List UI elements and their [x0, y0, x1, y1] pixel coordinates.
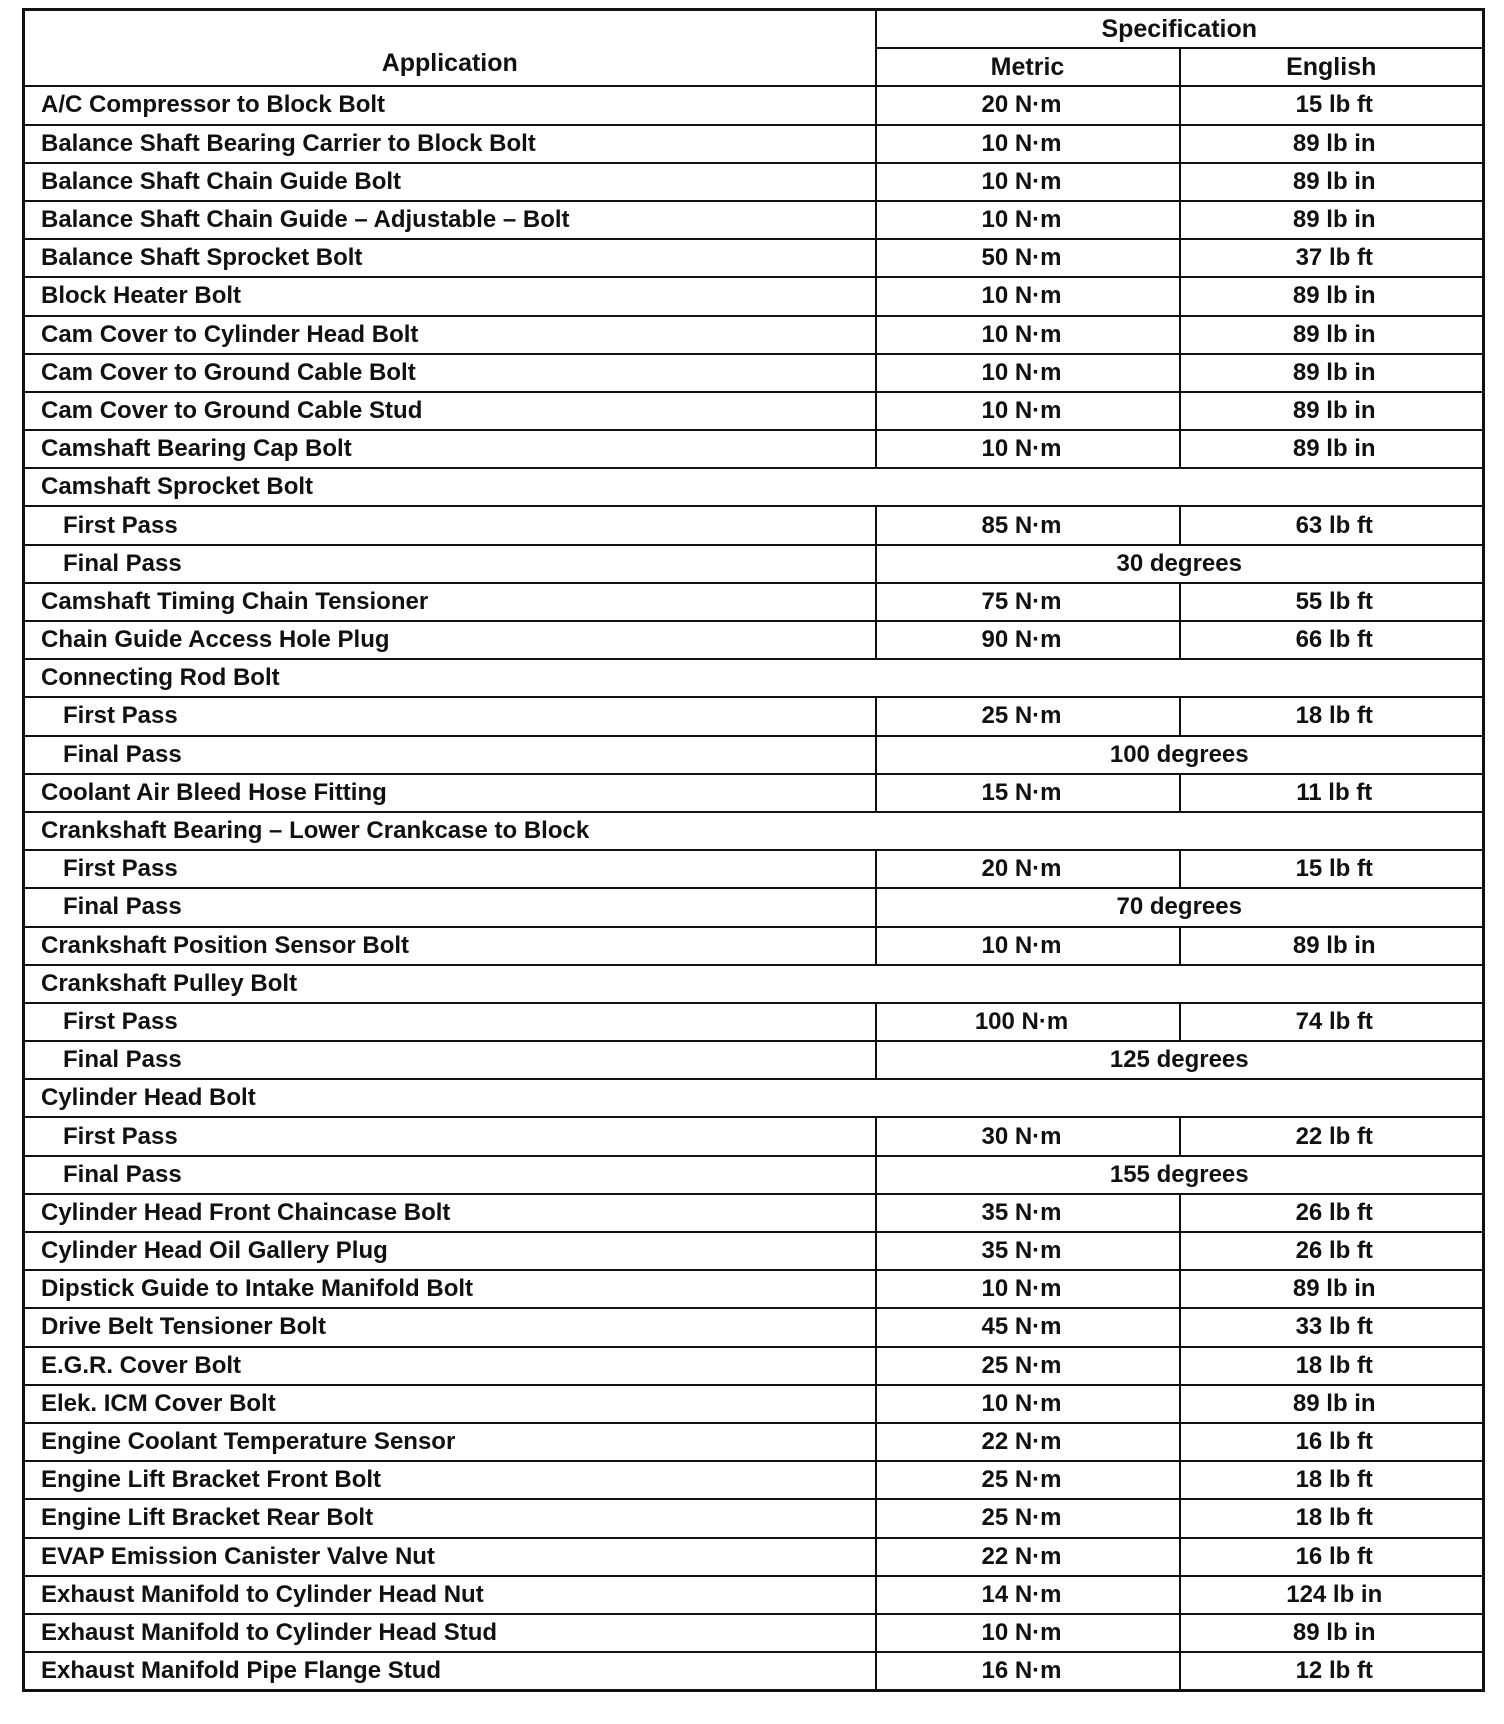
- table-row: [24, 774, 1484, 812]
- english-cell: 89 lb in: [1180, 201, 1484, 239]
- table-row: [24, 1156, 1484, 1194]
- table-row: [24, 163, 1484, 201]
- torque-spec-table: [22, 8, 1485, 1692]
- metric-cell: 10 N·m: [876, 354, 1180, 392]
- application-cell: Drive Belt Tensioner Bolt: [24, 1308, 876, 1346]
- table-row: [24, 1232, 1484, 1270]
- metric-header: Metric: [876, 48, 1180, 86]
- english-cell: 124 lb in: [1180, 1576, 1484, 1614]
- metric-cell: 22 N·m: [876, 1423, 1180, 1461]
- application-cell: Chain Guide Access Hole Plug: [24, 621, 876, 659]
- angle-spec-cell: 70 degrees: [876, 888, 1484, 926]
- table-row: [24, 125, 1484, 163]
- table-row: [24, 392, 1484, 430]
- application-cell: Cylinder Head Front Chaincase Bolt: [24, 1194, 876, 1232]
- english-cell: 16 lb ft: [1180, 1538, 1484, 1576]
- table-row: [24, 1385, 1484, 1423]
- metric-cell: 10 N·m: [876, 927, 1180, 965]
- english-cell: 18 lb ft: [1180, 1347, 1484, 1385]
- table-row: [24, 965, 1484, 1003]
- application-cell: EVAP Emission Canister Valve Nut: [24, 1538, 876, 1576]
- table-row: [24, 1270, 1484, 1308]
- table-row: [24, 1003, 1484, 1041]
- application-header: Application: [24, 10, 876, 87]
- table-row: [24, 1538, 1484, 1576]
- table-row: [24, 430, 1484, 468]
- application-cell: Exhaust Manifold Pipe Flange Stud: [24, 1652, 876, 1691]
- metric-cell: 25 N·m: [876, 1347, 1180, 1385]
- application-cell: Cam Cover to Ground Cable Stud: [24, 392, 876, 430]
- angle-spec-cell: 30 degrees: [876, 545, 1484, 583]
- application-cell: Balance Shaft Chain Guide – Adjustable – Bolt: [24, 201, 876, 239]
- table-row: [24, 659, 1484, 697]
- english-cell: 33 lb ft: [1180, 1308, 1484, 1346]
- metric-cell: 100 N·m: [876, 1003, 1180, 1041]
- application-cell: Exhaust Manifold to Cylinder Head Stud: [24, 1614, 876, 1652]
- english-cell: 18 lb ft: [1180, 697, 1484, 735]
- table-row: [24, 1347, 1484, 1385]
- english-cell: 16 lb ft: [1180, 1423, 1484, 1461]
- english-cell: 15 lb ft: [1180, 850, 1484, 888]
- sub-step-label: First Pass: [24, 506, 876, 544]
- group-heading-cell: Cylinder Head Bolt: [24, 1079, 1484, 1117]
- english-cell: 89 lb in: [1180, 430, 1484, 468]
- table-body: [24, 86, 1484, 1690]
- table-row: [24, 1194, 1484, 1232]
- metric-cell: 10 N·m: [876, 125, 1180, 163]
- metric-cell: 10 N·m: [876, 392, 1180, 430]
- table-row: [24, 850, 1484, 888]
- application-cell: Crankshaft Position Sensor Bolt: [24, 927, 876, 965]
- group-heading-cell: Crankshaft Pulley Bolt: [24, 965, 1484, 1003]
- application-cell: Cam Cover to Cylinder Head Bolt: [24, 316, 876, 354]
- application-cell: E.G.R. Cover Bolt: [24, 1347, 876, 1385]
- application-cell: Engine Lift Bracket Front Bolt: [24, 1461, 876, 1499]
- specification-header: Specification: [876, 10, 1484, 49]
- table-row: [24, 1576, 1484, 1614]
- english-cell: 89 lb in: [1180, 1270, 1484, 1308]
- english-cell: 89 lb in: [1180, 1385, 1484, 1423]
- table-row: [24, 1499, 1484, 1537]
- metric-cell: 35 N·m: [876, 1194, 1180, 1232]
- english-cell: 26 lb ft: [1180, 1194, 1484, 1232]
- group-heading-cell: Camshaft Sprocket Bolt: [24, 468, 1484, 506]
- application-cell: A/C Compressor to Block Bolt: [24, 86, 876, 124]
- application-cell: Balance Shaft Bearing Carrier to Block Bolt: [24, 125, 876, 163]
- table-row: [24, 888, 1484, 926]
- application-cell: Exhaust Manifold to Cylinder Head Nut: [24, 1576, 876, 1614]
- sub-step-label: First Pass: [24, 697, 876, 735]
- metric-cell: 10 N·m: [876, 316, 1180, 354]
- english-cell: 18 lb ft: [1180, 1499, 1484, 1537]
- table-row: [24, 736, 1484, 774]
- metric-cell: 10 N·m: [876, 1614, 1180, 1652]
- table-row: [24, 506, 1484, 544]
- metric-cell: 15 N·m: [876, 774, 1180, 812]
- table-row: [24, 201, 1484, 239]
- sub-step-label: Final Pass: [24, 545, 876, 583]
- application-cell: Camshaft Bearing Cap Bolt: [24, 430, 876, 468]
- torque-spec-sheet: [22, 8, 1482, 1692]
- metric-cell: 85 N·m: [876, 506, 1180, 544]
- table-row: [24, 621, 1484, 659]
- english-cell: 18 lb ft: [1180, 1461, 1484, 1499]
- table-row: [24, 697, 1484, 735]
- english-cell: 12 lb ft: [1180, 1652, 1484, 1691]
- metric-cell: 14 N·m: [876, 1576, 1180, 1614]
- metric-cell: 10 N·m: [876, 201, 1180, 239]
- group-heading-cell: Connecting Rod Bolt: [24, 659, 1484, 697]
- application-cell: Camshaft Timing Chain Tensioner: [24, 583, 876, 621]
- application-cell: Coolant Air Bleed Hose Fitting: [24, 774, 876, 812]
- english-cell: 55 lb ft: [1180, 583, 1484, 621]
- english-header: English: [1180, 48, 1484, 86]
- sub-step-label: Final Pass: [24, 1156, 876, 1194]
- english-cell: 89 lb in: [1180, 316, 1484, 354]
- table-row: [24, 927, 1484, 965]
- table-row: [24, 1614, 1484, 1652]
- application-cell: Elek. ICM Cover Bolt: [24, 1385, 876, 1423]
- english-cell: 89 lb in: [1180, 927, 1484, 965]
- metric-cell: 90 N·m: [876, 621, 1180, 659]
- table-row: [24, 277, 1484, 315]
- application-cell: Engine Coolant Temperature Sensor: [24, 1423, 876, 1461]
- english-cell: 26 lb ft: [1180, 1232, 1484, 1270]
- metric-cell: 10 N·m: [876, 430, 1180, 468]
- application-cell: Engine Lift Bracket Rear Bolt: [24, 1499, 876, 1537]
- metric-cell: 45 N·m: [876, 1308, 1180, 1346]
- sub-step-label: Final Pass: [24, 888, 876, 926]
- table-header: [24, 10, 1484, 87]
- sub-step-label: First Pass: [24, 850, 876, 888]
- english-cell: 89 lb in: [1180, 354, 1484, 392]
- metric-cell: 30 N·m: [876, 1117, 1180, 1155]
- application-cell: Balance Shaft Sprocket Bolt: [24, 239, 876, 277]
- table-row: [24, 1308, 1484, 1346]
- metric-cell: 10 N·m: [876, 1270, 1180, 1308]
- application-cell: Block Heater Bolt: [24, 277, 876, 315]
- metric-cell: 35 N·m: [876, 1232, 1180, 1270]
- english-cell: 89 lb in: [1180, 163, 1484, 201]
- english-cell: 89 lb in: [1180, 1614, 1484, 1652]
- english-cell: 74 lb ft: [1180, 1003, 1484, 1041]
- table-row: [24, 1117, 1484, 1155]
- table-row: [24, 354, 1484, 392]
- group-heading-cell: Crankshaft Bearing – Lower Crankcase to Block: [24, 812, 1484, 850]
- metric-cell: 50 N·m: [876, 239, 1180, 277]
- metric-cell: 10 N·m: [876, 277, 1180, 315]
- metric-cell: 10 N·m: [876, 163, 1180, 201]
- english-cell: 66 lb ft: [1180, 621, 1484, 659]
- table-row: [24, 1461, 1484, 1499]
- application-cell: Cam Cover to Ground Cable Bolt: [24, 354, 876, 392]
- table-row: [24, 583, 1484, 621]
- metric-cell: 22 N·m: [876, 1538, 1180, 1576]
- application-cell: Balance Shaft Chain Guide Bolt: [24, 163, 876, 201]
- english-cell: 63 lb ft: [1180, 506, 1484, 544]
- metric-cell: 20 N·m: [876, 86, 1180, 124]
- table-row: [24, 86, 1484, 124]
- table-row: [24, 1041, 1484, 1079]
- english-cell: 89 lb in: [1180, 392, 1484, 430]
- table-row: [24, 316, 1484, 354]
- table-row: [24, 1652, 1484, 1691]
- metric-cell: 25 N·m: [876, 1461, 1180, 1499]
- metric-cell: 25 N·m: [876, 1499, 1180, 1537]
- english-cell: 89 lb in: [1180, 277, 1484, 315]
- english-cell: 89 lb in: [1180, 125, 1484, 163]
- table-row: [24, 468, 1484, 506]
- table-row: [24, 545, 1484, 583]
- table-row: [24, 812, 1484, 850]
- sub-step-label: Final Pass: [24, 1041, 876, 1079]
- metric-cell: 10 N·m: [876, 1385, 1180, 1423]
- metric-cell: 25 N·m: [876, 697, 1180, 735]
- angle-spec-cell: 100 degrees: [876, 736, 1484, 774]
- application-cell: Cylinder Head Oil Gallery Plug: [24, 1232, 876, 1270]
- english-cell: 11 lb ft: [1180, 774, 1484, 812]
- sub-step-label: Final Pass: [24, 736, 876, 774]
- english-cell: 15 lb ft: [1180, 86, 1484, 124]
- application-cell: Dipstick Guide to Intake Manifold Bolt: [24, 1270, 876, 1308]
- metric-cell: 75 N·m: [876, 583, 1180, 621]
- angle-spec-cell: 125 degrees: [876, 1041, 1484, 1079]
- sub-step-label: First Pass: [24, 1117, 876, 1155]
- table-row: [24, 1079, 1484, 1117]
- table-row: [24, 1423, 1484, 1461]
- metric-cell: 16 N·m: [876, 1652, 1180, 1691]
- english-cell: 37 lb ft: [1180, 239, 1484, 277]
- sub-step-label: First Pass: [24, 1003, 876, 1041]
- metric-cell: 20 N·m: [876, 850, 1180, 888]
- table-row: [24, 239, 1484, 277]
- english-cell: 22 lb ft: [1180, 1117, 1484, 1155]
- angle-spec-cell: 155 degrees: [876, 1156, 1484, 1194]
